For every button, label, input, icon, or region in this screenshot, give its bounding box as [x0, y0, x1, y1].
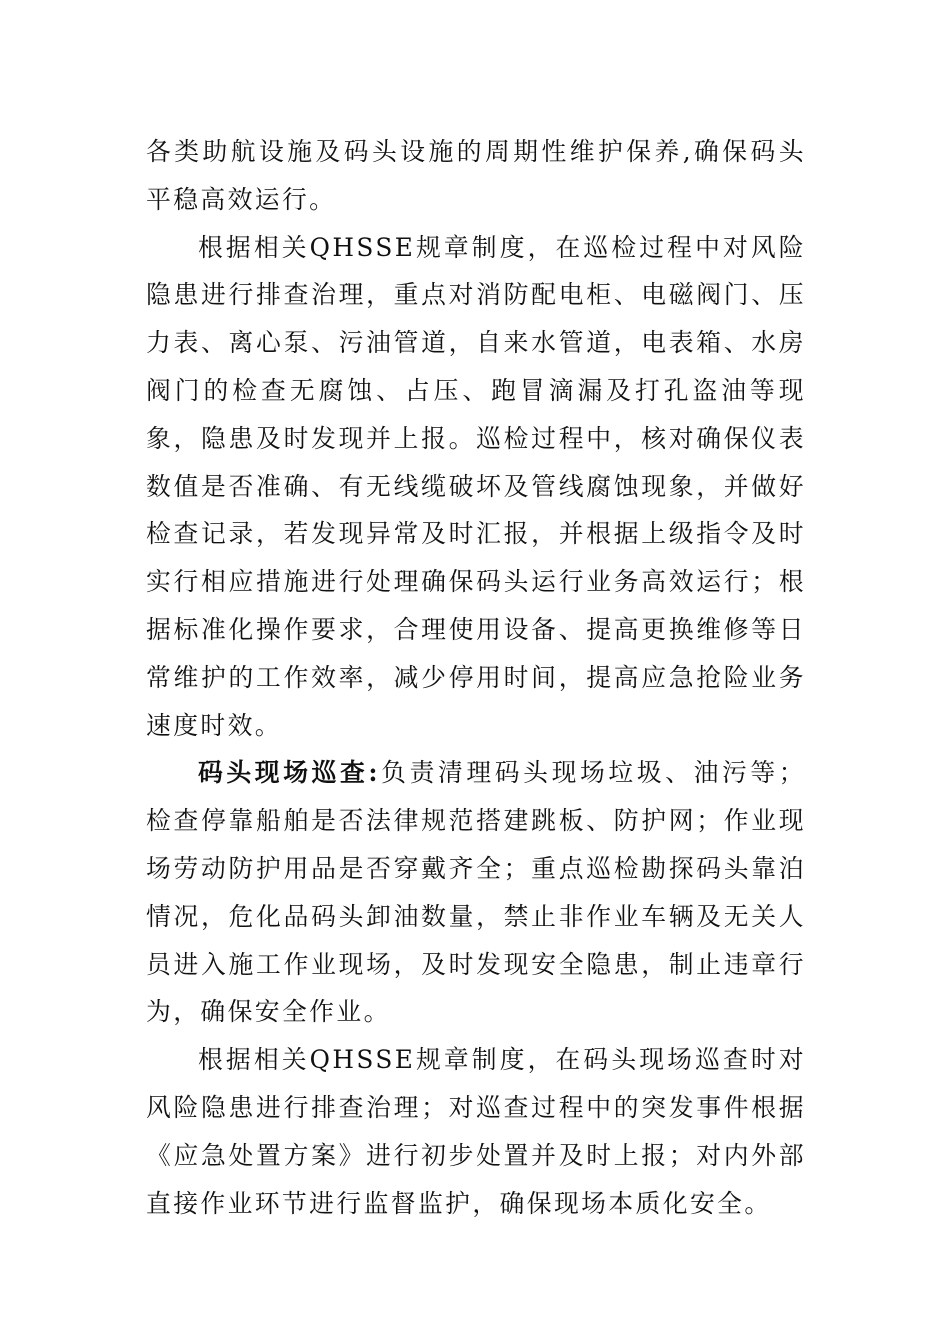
- paragraph-text: 根据相关QHSSE规章制度，在码头现场巡查时对风险隐患进行排查治理；对巡查过程中的突发事件根据《应急处置方案》进行初步处置并及时上报；对内外部直接作业环节进行监督监护，确保现场本质化安全。: [146, 1045, 806, 1218]
- paragraph-qhsse-site: [146, 1036, 806, 1227]
- paragraph-text: 根据相关QHSSE规章制度，在巡检过程中对风险隐患进行排查治理，重点对消防配电柜、电磁阀门、压力表、离心泵、污油管道，自来水管道，电表箱、水房阀门的检查无腐蚀、占压、跑冒滴漏及打孔盗油等现象，隐患及时发现并上报。巡检过程中，核对确保仪表数值是否准确、有无线缆破坏及管线腐蚀现象，并做好检查记录，若发现异常及时汇报，并根据上级指令及时实行相应措施进行处理确保码头运行业务高效运行；根据标准化操作要求，合理使用设备、提高更换维修等日常维护的工作效率，减少停用时间，提高应急抢险业务速度时效。: [146, 232, 806, 740]
- paragraph-heading: 码头现场巡查:: [198, 758, 380, 788]
- paragraph-continuation: [146, 128, 806, 224]
- paragraph-text: 各类助航设施及码头设施的周期性维护保养,确保码头平稳高效运行。: [146, 137, 806, 214]
- paragraph-wharf-site-patrol: [146, 749, 806, 1036]
- document-page: [146, 128, 806, 1227]
- paragraph-text: 负责清理码头现场垃圾、油污等；检查停靠船舶是否法律规范搭建跳板、防护网；作业现场劳动防护用品是否穿戴齐全；重点巡检勘探码头靠泊情况，危化品码头卸油数量，禁止非作业车辆及无关人员进入施工作业现场，及时发现安全隐患，制止违章行为，确保安全作业。: [146, 758, 806, 1027]
- paragraph-patrol-inspection: [146, 224, 806, 750]
